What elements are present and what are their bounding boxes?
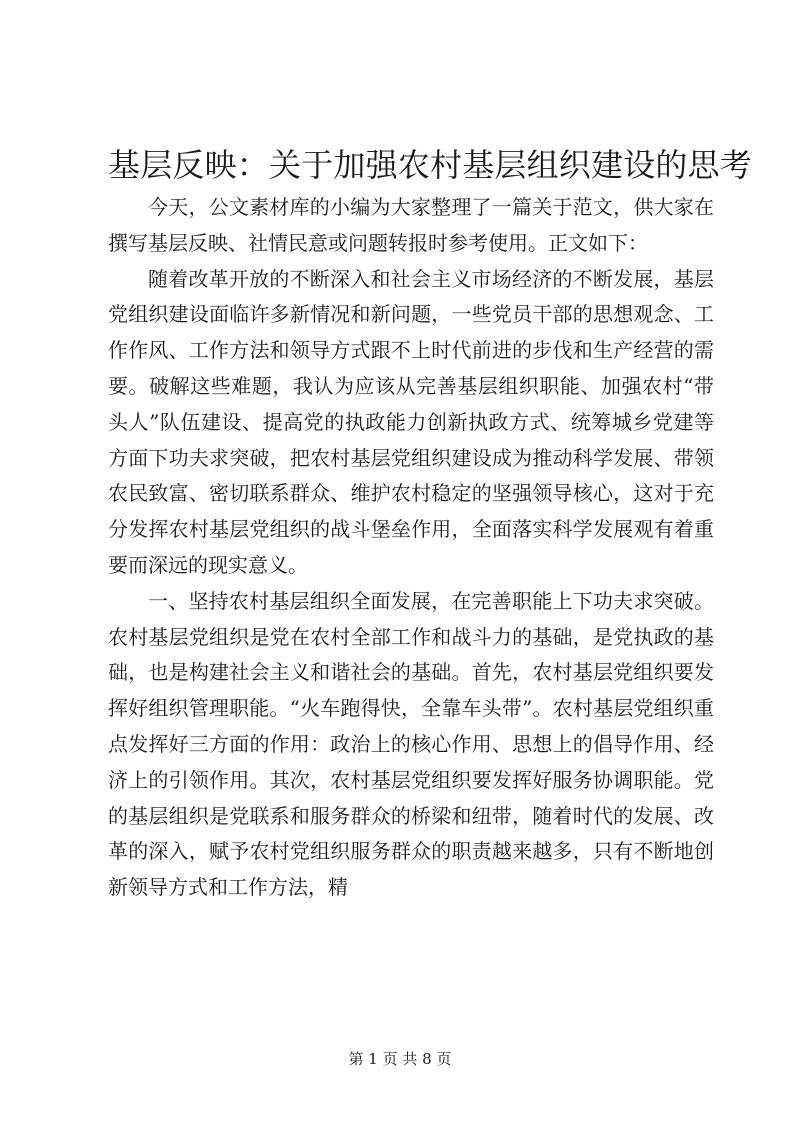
document-title: 基层反映：关于加强农村基层组织建设的思考: [108, 146, 753, 184]
paragraph-intro: 今天，公文素材库的小编为大家整理了一篇关于范文，供大家在撰写基层反映、社情民意或问题转报时参考使用。正文如下：: [108, 195, 714, 255]
document-body: [108, 190, 714, 906]
page-number-footer: 第 1 页 共 8 页: [348, 1050, 452, 1068]
paragraph-section-one: 一、坚持农村基层组织全面发展，在完善职能上下功夫求突破。农村基层党组织是党在农村全部工作和战斗力的基础，是党执政的基础，也是构建社会主义和谐社会的基础。首先，农村基层党组织要发挥好组织管理职能。“火车跑得快，全靠车头带”。农村基层党组织重点发挥好三方面的作用：政治上的核心作用、思想上的倡导作用、经济上的引领作用。其次，农村基层党组织要发挥好服务协调职能。党的基层组织是党联系和服务群众的桥梁和纽带，随着时代的发展、改革的深入，赋予农村党组织服务群众的职责越来越多，只有不断地创新领导方式和工作方法，精: [108, 588, 714, 900]
paragraph-background: 随着改革开放的不断深入和社会主义市场经济的不断发展，基层党组织建设面临许多新情况和新问题，一些党员干部的思想观念、工作作风、工作方法和领导方式跟不上时代前进的步伐和生产经营的需要。破解这些难题，我认为应该从完善基层组织职能、加强农村“带头人”队伍建设、提高党的执政能力创新执政方式、统筹城乡党建等方面下功夫求突破，把农村基层党组织建设成为推动科学发展、带领农民致富、密切联系群众、维护农村稳定的坚强领导核心，这对于充分发挥农村基层党组织的战斗堡垒作用，全面落实科学发展观有着重要而深远的现实意义。: [108, 266, 714, 577]
